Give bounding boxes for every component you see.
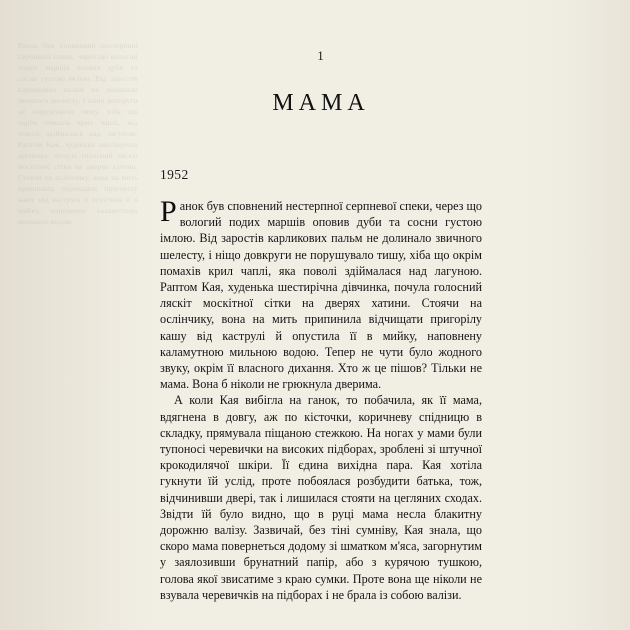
chapter-title: МАМА bbox=[272, 90, 370, 116]
paragraph-2: А коли Кая вибігла на ганок, то побачила, як її мама, вдягнена в довгу, аж по кісточки, коричневу спідницю в складку, прямувала піщаною стежкою. На ногах у мами були тупоносі черевички на високих підборах, зроблені зі штучної крокодилячої шкіри. Її єдина вихідна пара. Кая хотіла гукнути їй услід, проте побоялася розбудити батька, тож, відчинивши двері, так і лишилася стояти на цегляних сходах. Звідти їй було видно, що в руці мама несла блакитну дорожню валізу. Зазвичай, без тіні сумніву, Кая знала, що скоро мама повернеться додому зі шматком м'яса, загорнутим у заялозивши брунатний папір, або з курячою тушкою, голова якої звисатиме з краю сумки. Проте вона ще ніколи не взувала черевичків на підборах і не брала із собою валізи. bbox=[160, 393, 482, 602]
body-text bbox=[160, 195, 482, 603]
year-label: 1952 bbox=[160, 167, 189, 182]
page-content bbox=[160, 0, 482, 630]
paragraph-1-text: анок був сповнений нестерпної серпневої спеки, через що вологий подих маршів оповив дуби та сосни густою імлою. Від заростів карликових пальм не долинало звичного шелесту, і ніщо довкруги не порушувало тишу, хіба що окрім помахів крил чаплі, яка поволі здіймалася над лагуною. Раптом Кая, худенька шестирічна дівчинка, почула голосний ляскіт москітної сітки на дверях хатини. Стоячи на ослінчику, вона на мить припинила відчищати пригорілу кашу від каструлі й опустила її в мийку, наповнену каламутною мильною водою. Тепер не чути було жодного звуку, окрім її власного дихання. Хто ж це пішов? Тільки не мама. Вона б ніколи не грюкнула дверима. bbox=[160, 199, 482, 392]
chapter-number: 1 bbox=[317, 48, 325, 63]
paragraph-1 bbox=[160, 195, 482, 392]
show-through-text: Ранок був сповнений нестерпної серпневої спеки, через що вологий подих маршів оповив дуби та сосни густою імлою. Від заростів карликових пальм не долинало звичного шелесту, і ніщо довкруги не порушувало тишу, хіба що окрім помахів крил чаплі, яка поволі здіймалася над лагуною. Раптом Кая, худенька шестирічна дівчинка, почула голосний ляскіт москітної сітки на дверях хатини. Стоячи на ослінчику, вона на мить припинила відчищати пригорілу кашу від каструлі й опустила її в мийку, наповнену каламутною мильною водою. bbox=[18, 41, 138, 226]
drop-cap: Р bbox=[160, 195, 177, 228]
